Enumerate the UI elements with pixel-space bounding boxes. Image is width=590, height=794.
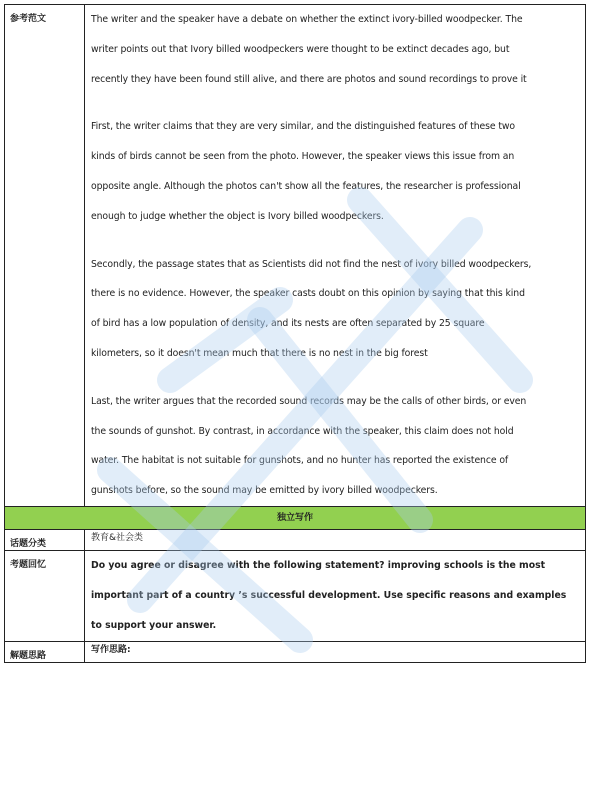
essay-line: kinds of birds cannot be seen from the photo. However, the speaker views this issue from an	[91, 151, 515, 163]
essay-line: The writer and the speaker have a debate on whether the extinct ivory-billed woodpecker. The	[91, 14, 523, 25]
essay-line: water. The habitat is not suitable for gunshots, and no hunter has reported the existence of	[91, 455, 509, 467]
approach-value: 写作思路:	[85, 641, 586, 662]
essay-line: there is no evidence. However, the speaker casts doubt on this opinion by saying that this kind	[91, 288, 525, 300]
recall-line: important part of a country ’s successful development. Use specific reasons and examples	[91, 589, 567, 601]
recall-body	[85, 550, 586, 641]
essay-label: 参考范文	[5, 5, 85, 507]
recall-row	[5, 550, 586, 641]
topic-value: 教育&社会类	[85, 529, 586, 550]
essay-line: First, the writer claims that they are very similar, and the distinguished features of these two	[91, 121, 515, 133]
section-header: 独立写作	[5, 506, 586, 529]
recall-line: to support your answer.	[91, 619, 217, 631]
essay-line: Last, the writer argues that the recorded sound records may be the calls of other birds, or even	[91, 395, 527, 407]
essay-paragraph-4	[91, 387, 580, 506]
topic-label: 话题分类	[5, 529, 85, 550]
essay-paragraph-1	[91, 5, 580, 94]
recall-label: 考题回忆	[5, 550, 85, 641]
essay-line: kilometers, so it doesn't mean much that there is no nest in the big forest	[91, 347, 428, 359]
essay-line: Secondly, the passage states that as Scientists did not find the nest of ivory billed woodpeckers,	[91, 258, 532, 270]
essay-line: recently they have been found still alive, and there are photos and sound recordings to prove it	[91, 73, 527, 85]
essay-line: writer points out that Ivory billed woodpeckers were thought to be extinct decades ago, but	[91, 43, 510, 55]
section-header-row	[5, 506, 586, 529]
essay-line: of bird has a low population of density, and its nests are often separated by 25 square	[91, 318, 485, 330]
approach-row	[5, 641, 586, 662]
essay-paragraph-3	[91, 250, 580, 369]
essay-body	[85, 5, 586, 507]
essay-line: the sounds of gunshot. By contrast, in accordance with the speaker, this claim does not hold	[91, 425, 514, 437]
essay-line: opposite angle. Although the photos can't show all the features, the researcher is professional	[91, 180, 521, 192]
essay-paragraph-2	[91, 112, 580, 231]
approach-label: 解题思路	[5, 641, 85, 662]
essay-line: enough to judge whether the object is Ivory billed woodpeckers.	[91, 210, 384, 222]
document-table	[4, 4, 586, 663]
topic-row	[5, 529, 586, 550]
essay-row	[5, 5, 586, 507]
essay-line: gunshots before, so the sound may be emitted by ivory billed woodpeckers.	[91, 485, 438, 497]
recall-line: Do you agree or disagree with the following statement? improving schools is the most	[91, 559, 546, 571]
